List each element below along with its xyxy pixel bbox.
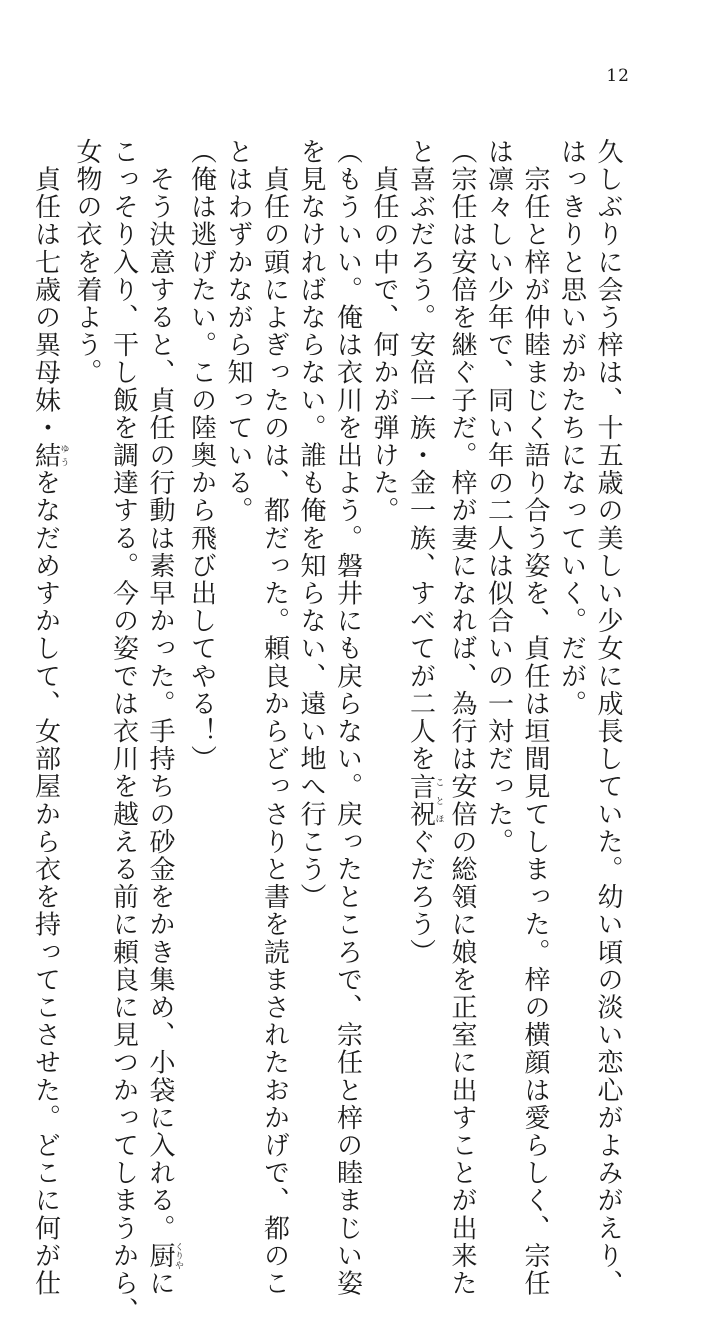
ruby-base: 言祝	[405, 772, 436, 829]
text-line: 貞任の中で、何かが弾けた。	[369, 138, 399, 525]
body-text	[30, 138, 626, 1325]
text-line: 宗任と梓が仲睦まじく語り合う姿を、貞任は垣間見てしまった。梓の横顔は愛らしく、宗任	[520, 138, 550, 1298]
text-line: こっそり入り、干し飯を調達する。今の姿では衣川を越える前に頼良に見つかってしまうから、	[108, 138, 139, 1325]
text-segment: そう決意すると、貞任の行動は素早かった。手持ちの砂金をかき集め、小袋に入れる。	[145, 138, 175, 1242]
text-line	[142, 138, 184, 1298]
ruby-base: 厨	[145, 1242, 175, 1270]
text-line: 久しぶりに会う梓は、十五歳の美しい少女に成長していた。幼い頃の淡い恋心がよみがえり、	[593, 138, 623, 1298]
text-segment: に	[145, 1269, 175, 1298]
page-number: 12	[606, 66, 630, 86]
text-segment: 貞任は七歳の異母妹・	[30, 138, 61, 442]
ruby-reading: ゆう	[58, 441, 69, 470]
text-line: （俺は逃げたい。この陸奥から飛び出してやる！）	[186, 138, 217, 773]
text-line: とはわずかながら知っている。	[223, 138, 253, 525]
text-line: （もういい。俺は衣川を出よう。磐井にも戻らない。戻ったところで、宗任と梓の睦まじい姿	[332, 138, 363, 1298]
ruby-annotation	[145, 1242, 183, 1270]
text-line: はっきりと思いがかたちになっていく。だが。	[556, 138, 587, 718]
ruby-reading: くりや	[173, 1242, 183, 1270]
text-line: を見なければならない。誰も俺を知らない、遠い地へ行こう）	[296, 138, 326, 911]
text-segment: ぐだろう）	[405, 828, 436, 967]
text-segment: をなだめすかして、女部屋から衣を持ってこさせた。どこに何が仕	[30, 469, 61, 1298]
text-line: （宗任は安倍を継ぐ子だ。梓が妻になれば、為行は安倍の総領に娘を正室に出すことが出来た	[447, 138, 477, 1298]
ruby-base: 結	[30, 441, 61, 470]
ruby-annotation	[30, 441, 69, 470]
text-line: 女物の衣を着よう。	[72, 138, 102, 387]
text-line: は凛々しい少年で、同い年の二人は似合いの一対だった。	[483, 138, 514, 856]
text-line: 貞任の頭によぎったのは、都だった。頼良からどっさりと書を読まされたおかげで、都のこ	[259, 138, 290, 1298]
text-segment: と喜ぶだろう。安倍一族・金一族、すべてが二人を	[405, 138, 436, 773]
text-line	[27, 138, 69, 1298]
text-line	[402, 138, 444, 980]
ruby-annotation	[405, 772, 444, 829]
ruby-reading: ことほ	[433, 772, 444, 828]
